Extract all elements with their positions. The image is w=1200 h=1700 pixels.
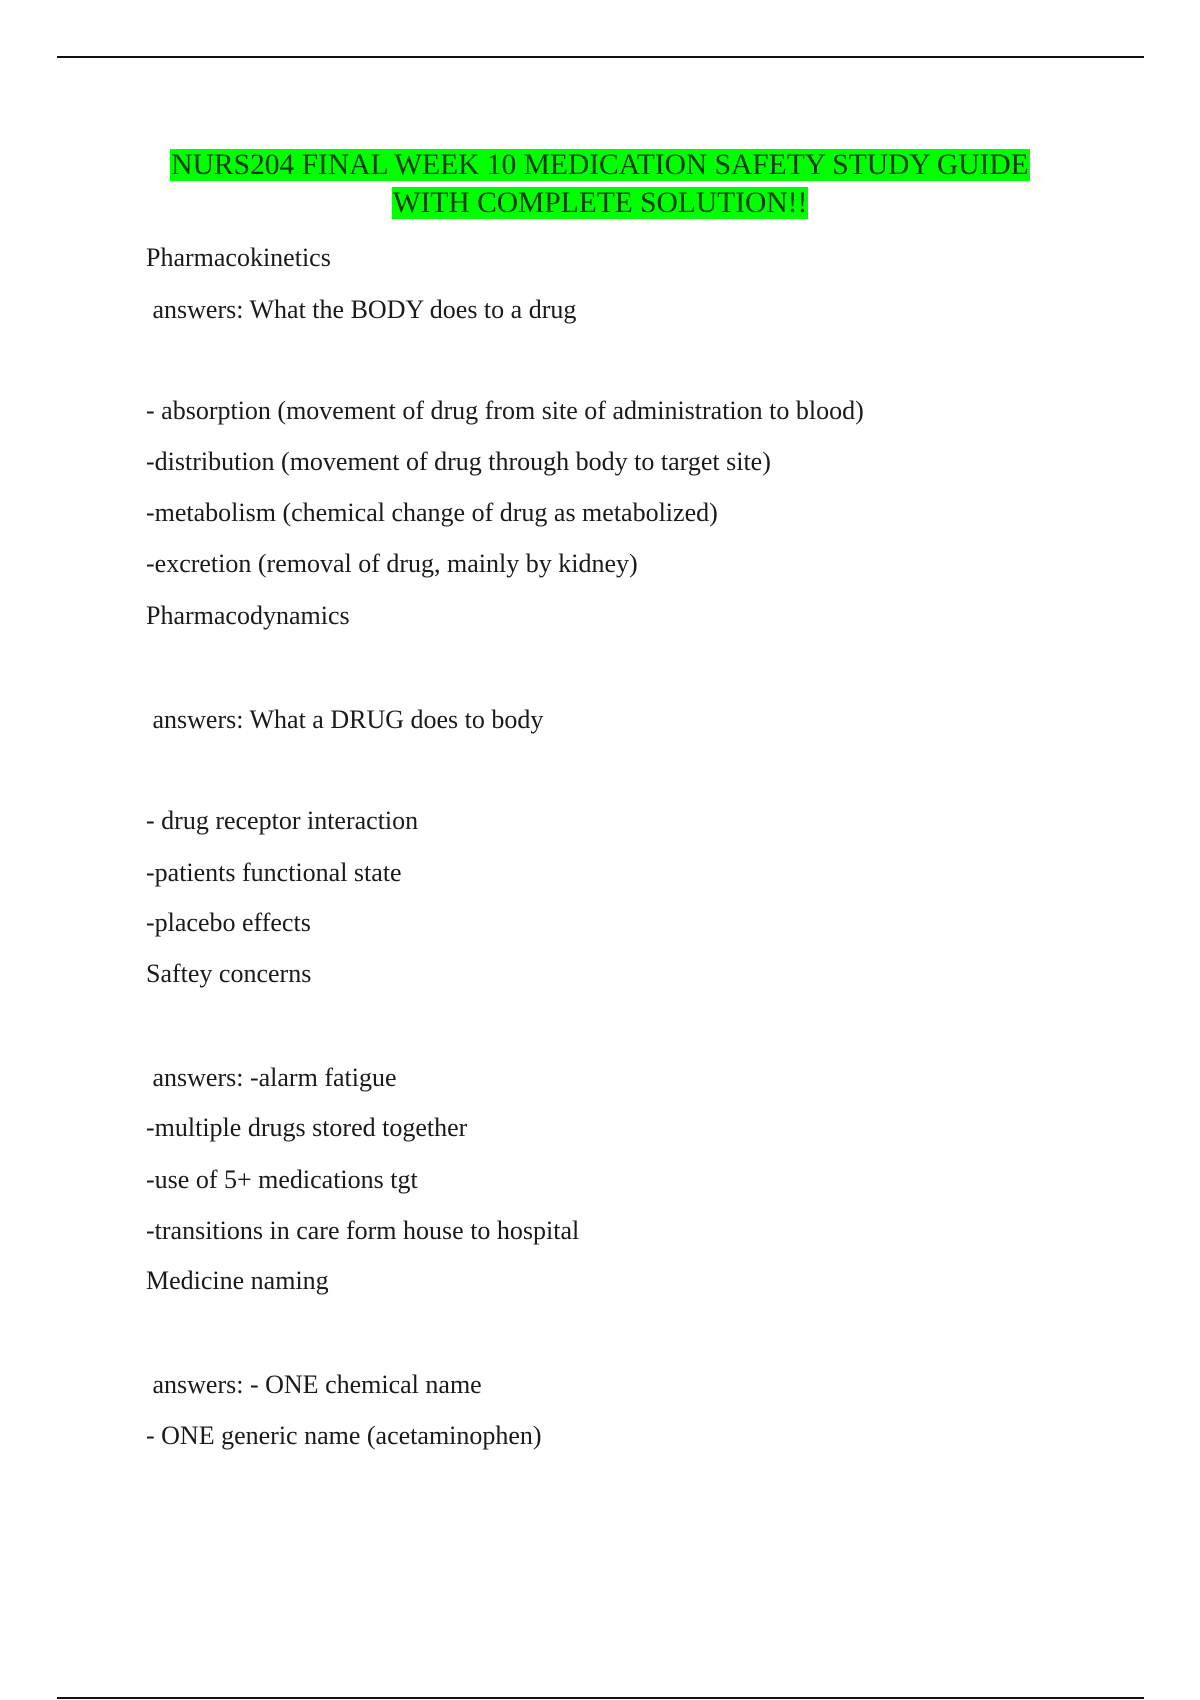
list-item: -patients functional state (146, 858, 402, 887)
heading-pharmacokinetics: Pharmacokinetics (146, 243, 331, 272)
list-item: - absorption (movement of drug from site of administration to blood) (146, 396, 864, 425)
answer-line: answers: - ONE chemical name (146, 1370, 482, 1399)
answer-line: answers: What a DRUG does to body (146, 705, 544, 734)
list-item: -metabolism (chemical change of drug as metabolized) (146, 498, 718, 527)
list-item: -transitions in care form house to hospital (146, 1216, 580, 1245)
answer-line: answers: What the BODY does to a drug (146, 295, 577, 324)
list-item: - ONE generic name (acetaminophen) (146, 1421, 542, 1450)
title-line-2: WITH COMPLETE SOLUTION!! (392, 187, 808, 219)
list-item: -placebo effects (146, 908, 311, 937)
answer-line: answers: -alarm fatigue (146, 1063, 397, 1092)
top-rule (57, 56, 1144, 58)
heading-medicine-naming: Medicine naming (146, 1266, 329, 1295)
bottom-rule (57, 1697, 1144, 1699)
list-item: - drug receptor interaction (146, 806, 419, 835)
heading-pharmacodynamics: Pharmacodynamics (146, 601, 350, 630)
list-item: -distribution (movement of drug through body to target site) (146, 447, 771, 476)
title-line-1: NURS204 FINAL WEEK 10 MEDICATION SAFETY STUDY GUIDE (171, 149, 1029, 181)
list-item: -multiple drugs stored together (146, 1113, 468, 1142)
list-item: -use of 5+ medications tgt (146, 1165, 418, 1194)
heading-safety-concerns: Saftey concerns (146, 959, 312, 988)
list-item: -excretion (removal of drug, mainly by kidney) (146, 549, 638, 578)
document-title (60, 146, 1140, 222)
